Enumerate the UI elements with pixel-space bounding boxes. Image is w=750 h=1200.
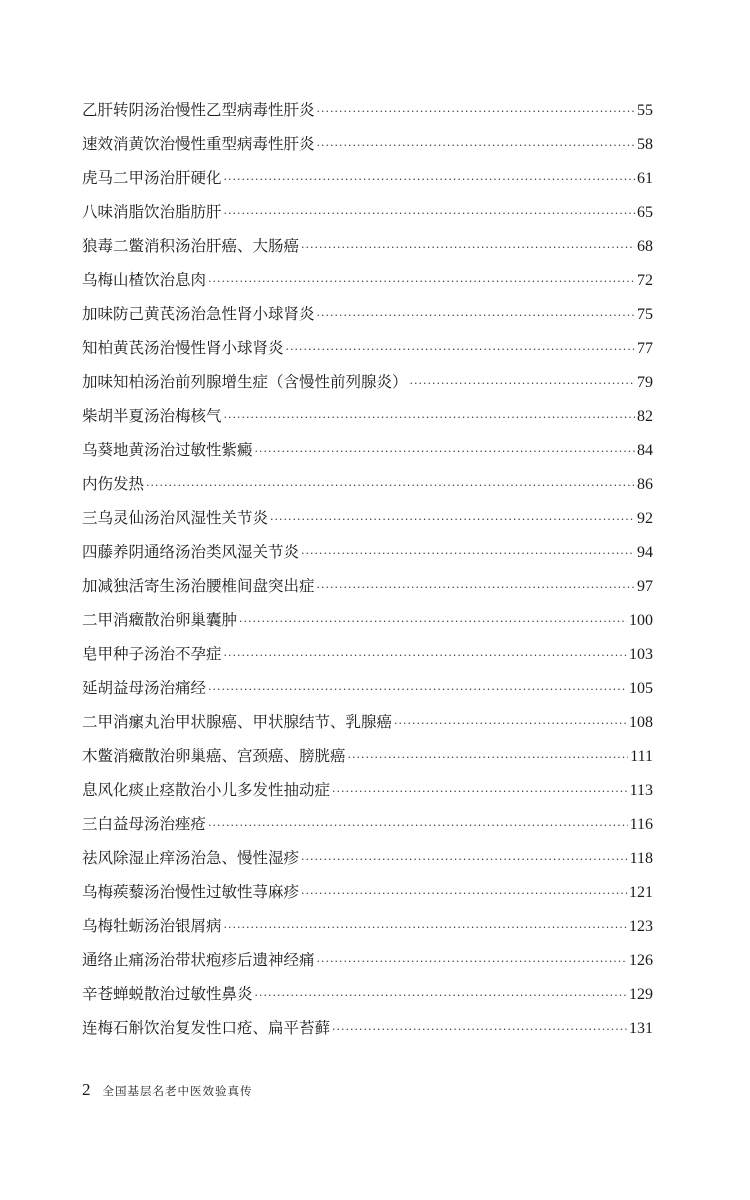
toc-entry-title: 祛风除湿止痒汤治急、慢性湿疹 — [82, 849, 300, 867]
toc-entry-title: 知柏黄芪汤治慢性肾小球肾炎 — [82, 339, 284, 357]
toc-entry[interactable] — [82, 399, 653, 433]
toc-entry-title: 通络止痛汤治带状疱疹后遗神经痛 — [82, 951, 315, 969]
toc-entry[interactable] — [82, 943, 653, 977]
dot-leader — [317, 571, 635, 605]
table-of-contents — [82, 93, 653, 1045]
dot-leader — [224, 401, 635, 435]
dot-leader — [146, 469, 635, 503]
dot-leader — [332, 775, 628, 809]
dot-leader — [224, 639, 627, 673]
toc-entry[interactable] — [82, 739, 653, 773]
toc-entry-title: 四藤养阴通络汤治类风湿关节炎 — [82, 543, 300, 561]
toc-entry-title: 柴胡半夏汤治梅核气 — [82, 407, 222, 425]
dot-leader — [348, 741, 629, 775]
toc-entry-page: 129 — [629, 986, 653, 1003]
dot-leader — [224, 163, 635, 197]
toc-entry[interactable] — [82, 875, 653, 909]
toc-entry-title: 乌梅牡蛎汤治银屑病 — [82, 917, 222, 935]
toc-entry[interactable] — [82, 671, 653, 705]
dot-leader — [208, 265, 635, 299]
toc-entry[interactable] — [82, 127, 653, 161]
toc-entry-title: 乌梅山楂饮治息肉 — [82, 271, 207, 289]
toc-entry-page: 79 — [637, 374, 653, 391]
toc-entry[interactable] — [82, 535, 653, 569]
toc-entry-page: 86 — [637, 476, 653, 493]
toc-entry-page: 82 — [637, 408, 653, 425]
toc-entry-page: 126 — [629, 952, 653, 969]
toc-entry[interactable] — [82, 263, 653, 297]
toc-entry-page: 108 — [629, 714, 653, 731]
dot-leader — [301, 877, 627, 911]
toc-entry-page: 118 — [629, 850, 653, 867]
toc-entry-page: 75 — [637, 306, 653, 323]
toc-entry[interactable] — [82, 229, 653, 263]
toc-entry-title: 加味防己黄芪汤治急性肾小球肾炎 — [82, 305, 315, 323]
toc-entry[interactable] — [82, 433, 653, 467]
toc-entry-page: 131 — [629, 1020, 653, 1037]
toc-entry-title: 二甲消癥散治卵巢囊肿 — [82, 611, 238, 629]
page-footer — [82, 1080, 253, 1100]
toc-entry-title: 速效消黄饮治慢性重型病毒性肝炎 — [82, 135, 315, 153]
toc-entry[interactable] — [82, 841, 653, 875]
toc-entry-page: 58 — [637, 136, 653, 153]
toc-entry-page: 84 — [637, 442, 653, 459]
book-title: 全国基层名老中医效验真传 — [102, 1084, 253, 1098]
toc-entry-title: 内伤发热 — [82, 475, 145, 493]
toc-entry[interactable] — [82, 195, 653, 229]
dot-leader — [394, 707, 627, 741]
toc-entry[interactable] — [82, 1011, 653, 1045]
toc-entry[interactable] — [82, 297, 653, 331]
toc-entry-title: 狼毒二鳖消积汤治肝癌、大肠癌 — [82, 237, 300, 255]
toc-entry-title: 三乌灵仙汤治风湿性关节炎 — [82, 509, 269, 527]
dot-leader — [255, 435, 635, 469]
dot-leader — [208, 809, 628, 843]
toc-entry-title: 辛苍蝉蜕散治过敏性鼻炎 — [82, 985, 253, 1003]
toc-entry-page: 72 — [637, 272, 653, 289]
page-number: 2 — [82, 1080, 91, 1099]
toc-entry[interactable] — [82, 637, 653, 671]
toc-entry[interactable] — [82, 705, 653, 739]
toc-entry-title: 加味知柏汤治前列腺增生症（含慢性前列腺炎） — [82, 373, 408, 391]
toc-entry-page: 113 — [629, 782, 653, 799]
toc-entry-title: 息风化痰止痉散治小儿多发性抽动症 — [82, 781, 331, 799]
toc-entry-title: 虎马二甲汤治肝硬化 — [82, 169, 222, 187]
toc-entry-title: 连梅石斛饮治复发性口疮、扁平苔藓 — [82, 1019, 331, 1037]
toc-entry-title: 乙肝转阴汤治慢性乙型病毒性肝炎 — [82, 101, 315, 119]
toc-entry-page: 123 — [629, 918, 653, 935]
toc-entry-title: 乌葵地黄汤治过敏性紫癜 — [82, 441, 253, 459]
toc-entry-page: 55 — [637, 102, 653, 119]
toc-entry-page: 77 — [637, 340, 653, 357]
toc-entry-title: 延胡益母汤治痛经 — [82, 679, 207, 697]
toc-entry-page: 116 — [629, 816, 653, 833]
toc-entry-page: 121 — [629, 884, 653, 901]
toc-entry-page: 61 — [637, 170, 653, 187]
toc-entry-page: 92 — [637, 510, 653, 527]
dot-leader — [224, 911, 627, 945]
toc-entry-page: 111 — [630, 748, 653, 765]
dot-leader — [224, 197, 635, 231]
toc-entry[interactable] — [82, 569, 653, 603]
toc-entry[interactable] — [82, 909, 653, 943]
toc-entry-title: 八味消脂饮治脂肪肝 — [82, 203, 222, 221]
toc-entry[interactable] — [82, 331, 653, 365]
toc-entry-page: 94 — [637, 544, 653, 561]
toc-entry-page: 103 — [629, 646, 653, 663]
toc-entry[interactable] — [82, 603, 653, 637]
dot-leader — [208, 673, 627, 707]
toc-entry[interactable] — [82, 501, 653, 535]
toc-entry[interactable] — [82, 467, 653, 501]
dot-leader — [332, 1013, 627, 1047]
toc-entry-page: 100 — [629, 612, 653, 629]
dot-leader — [270, 503, 635, 537]
dot-leader — [301, 231, 635, 265]
toc-entry[interactable] — [82, 773, 653, 807]
toc-entry[interactable] — [82, 161, 653, 195]
toc-entry[interactable] — [82, 365, 653, 399]
toc-entry-page: 105 — [629, 680, 653, 697]
toc-entry-title: 二甲消瘰丸治甲状腺癌、甲状腺结节、乳腺癌 — [82, 713, 393, 731]
toc-entry-page: 65 — [637, 204, 653, 221]
toc-entry-title: 加减独活寄生汤治腰椎间盘突出症 — [82, 577, 315, 595]
dot-leader — [255, 979, 627, 1013]
toc-entry-page: 68 — [637, 238, 653, 255]
toc-entry-title: 皂甲种子汤治不孕症 — [82, 645, 222, 663]
dot-leader — [317, 299, 635, 333]
toc-entry-title: 乌梅蒺藜汤治慢性过敏性荨麻疹 — [82, 883, 300, 901]
toc-entry-page: 97 — [637, 578, 653, 595]
dot-leader — [286, 333, 635, 367]
dot-leader — [317, 95, 635, 129]
dot-leader — [410, 367, 635, 401]
toc-entry[interactable] — [82, 93, 653, 127]
toc-entry-title: 三白益母汤治痤疮 — [82, 815, 207, 833]
dot-leader — [301, 843, 628, 877]
toc-entry[interactable] — [82, 977, 653, 1011]
dot-leader — [239, 605, 627, 639]
toc-entry[interactable] — [82, 807, 653, 841]
dot-leader — [317, 945, 627, 979]
dot-leader — [301, 537, 635, 571]
toc-entry-title: 木鳖消癥散治卵巢癌、宫颈癌、膀胱癌 — [82, 747, 346, 765]
dot-leader — [317, 129, 635, 163]
